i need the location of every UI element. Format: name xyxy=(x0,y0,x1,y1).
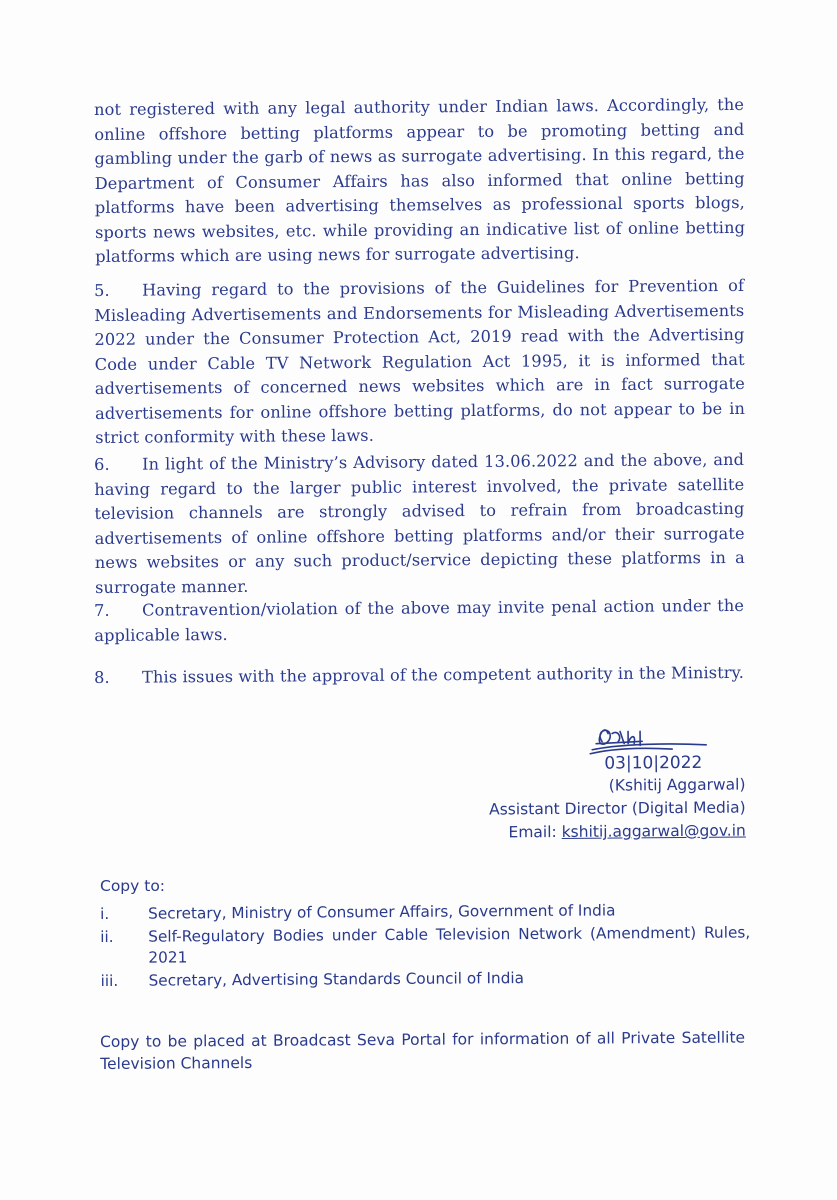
copy-note: Copy to be placed at Broadcast Seva Portal for information of all Private Satellite Television Channels xyxy=(100,1028,746,1073)
paragraph-5 xyxy=(94,274,745,451)
paragraph-number: 7. xyxy=(94,600,110,620)
paragraph-6 xyxy=(94,448,745,600)
copy-to-list xyxy=(100,899,751,994)
paragraph-number: 8. xyxy=(94,667,110,687)
list-item xyxy=(100,966,750,992)
list-item-text: Self-Regulatory Bodies under Cable Television Network (Amendment) Rules, 2021 xyxy=(148,923,751,967)
paragraph-8 xyxy=(94,661,744,691)
email-link[interactable]: kshitij.aggarwal@gov.in xyxy=(561,821,746,841)
paragraph-continued xyxy=(94,93,745,270)
signature-block xyxy=(430,722,760,842)
list-numeral: i. xyxy=(100,904,110,923)
email-label: Email: xyxy=(508,822,562,842)
paragraph-number: 5. xyxy=(94,280,110,300)
paragraph-7 xyxy=(94,594,744,648)
handwritten-date: 03|10|2022 xyxy=(604,752,703,774)
paragraph-number: 6. xyxy=(94,454,110,474)
list-item xyxy=(100,922,750,969)
paragraph-text: not registered with any legal authority under Indian laws. Accordingly, the online offshore betting platforms appear to be promoting betting and gambling under the garb of news as surrogate advertising. In this regard, the Department of Consumer Affairs has also informed that online betting platforms have been advertising themselves as professional sports blogs, sports news websites, etc. while providing an indicative list of online betting platforms which are using news for surrogate advertising. xyxy=(94,94,746,266)
list-numeral: ii. xyxy=(100,927,114,946)
handwritten-signature xyxy=(582,723,742,774)
copy-to-heading: Copy to: xyxy=(100,877,166,895)
signatory-designation: Assistant Director (Digital Media) xyxy=(489,798,746,819)
paragraph-text: In light of the Ministry’s Advisory dated 13.06.2022 and the above, and having regard to the larger public interest involved, the private satellite television channels are strongly advised to refrain from broadcasting advertisements of online offshore betting platforms and/or their surrogate news websites or any such product/service depicting these platforms in a surrogate manner. xyxy=(94,449,745,597)
paragraph-text: Having regard to the provisions of the Guidelines for Prevention of Misleading Advertisements and Endorsements for Misleading Advertisements 2022 under the Consumer Protection Act, 2019 read with the Advertising Code under Cable TV Network Regulation Act 1995, it is informed that advertisements of concerned news websites which are in fact surrogate advertisements for online offshore betting platforms, do not appear to be in strict conformity with these laws. xyxy=(94,275,746,447)
paragraph-text: This issues with the approval of the competent authority in the Ministry. xyxy=(142,662,745,687)
list-item-text: Secretary, Ministry of Consumer Affairs, Government of India xyxy=(148,901,616,923)
signatory-email-line xyxy=(508,821,745,843)
list-item-text: Secretary, Advertising Standards Council of India xyxy=(148,969,525,990)
list-numeral: iii. xyxy=(100,971,119,990)
paragraph-text: Contravention/violation of the above may invite penal action under the applicable laws. xyxy=(94,595,745,645)
list-item xyxy=(100,899,750,925)
signatory-name: (Kshitij Aggarwal) xyxy=(608,775,746,795)
